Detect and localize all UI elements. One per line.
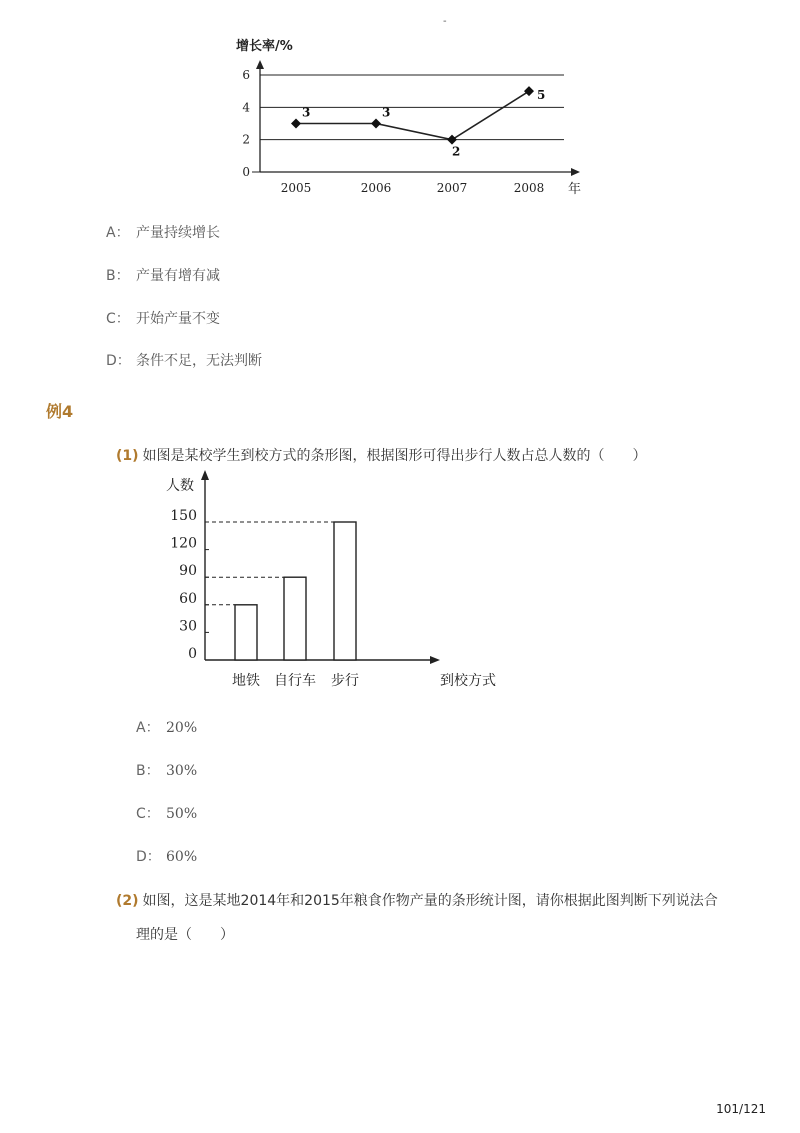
- bar: [235, 605, 257, 660]
- q1-option-d[interactable]: [136, 846, 197, 866]
- x-tick-label: 2007: [436, 181, 468, 195]
- y-tick-label: 0: [242, 165, 250, 179]
- y-tick-label: 150: [170, 508, 197, 524]
- q1-option-b[interactable]: [136, 760, 197, 780]
- y-tick-label: 120: [170, 535, 197, 552]
- y-tick-label: 6: [242, 68, 250, 82]
- series-line: [296, 91, 529, 139]
- question-1: [116, 445, 647, 465]
- option-text: 60%: [166, 849, 198, 865]
- line-chart-xlabel: 年: [568, 182, 582, 197]
- q1-option-c[interactable]: [136, 803, 197, 823]
- option-a[interactable]: [106, 222, 220, 242]
- commute-bar-chart: [150, 465, 520, 695]
- data-label: 5: [537, 88, 546, 103]
- option-text: 20%: [166, 720, 198, 736]
- option-label: A：: [106, 225, 130, 241]
- data-point: [524, 86, 534, 96]
- data-label: 2: [452, 144, 461, 159]
- bar-chart-xlabel: 到校方式: [440, 673, 496, 689]
- question-2: [116, 890, 718, 910]
- x-tick-label: 2005: [280, 181, 312, 195]
- x-axis-arrow: [571, 168, 580, 176]
- data-point: [371, 119, 381, 129]
- x-tick-label: 自行车: [274, 673, 316, 689]
- option-label: D：: [136, 849, 161, 865]
- option-b[interactable]: [106, 265, 220, 285]
- y-tick-label: 2: [242, 132, 250, 147]
- question-number: (2): [116, 893, 139, 909]
- x-axis-arrow: [430, 656, 440, 664]
- option-text: 开始产量不变: [136, 311, 220, 327]
- option-text: 50%: [166, 806, 198, 822]
- question-2-line2: 理的是（ ）: [136, 927, 234, 943]
- bar: [284, 577, 306, 660]
- data-point: [291, 119, 301, 129]
- y-tick-label: 60: [179, 590, 197, 607]
- header-mark: -: [443, 16, 447, 27]
- option-label: A：: [136, 720, 160, 736]
- q1-option-a[interactable]: [136, 717, 197, 737]
- option-label: B：: [106, 268, 130, 284]
- data-label: 3: [302, 105, 311, 120]
- option-label: C：: [136, 806, 160, 822]
- option-d[interactable]: [106, 350, 262, 370]
- option-text: 条件不足，无法判断: [136, 353, 262, 369]
- option-text: 产量持续增长: [136, 225, 220, 241]
- y-tick-label: 4: [242, 100, 250, 115]
- x-tick-label: 2008: [513, 181, 545, 195]
- option-text: 30%: [166, 763, 198, 779]
- option-c[interactable]: [106, 308, 220, 328]
- option-label: C：: [106, 311, 130, 327]
- x-tick-label: 步行: [331, 673, 359, 689]
- option-label: B：: [136, 763, 160, 779]
- data-point: [447, 135, 457, 145]
- question-text: 如图是某校学生到校方式的条形图，根据图形可得出步行人数占总人数的（ ）: [142, 448, 647, 464]
- line-chart-ylabel: 增长率/%: [236, 39, 293, 54]
- page-number: 101/121: [716, 1102, 766, 1116]
- x-tick-label: 2006: [360, 181, 392, 195]
- example-title: 例4: [46, 402, 74, 421]
- data-label: 3: [382, 105, 391, 120]
- y-tick-label: 30: [179, 618, 197, 635]
- y-tick-label: 90: [179, 563, 197, 580]
- x-tick-label: 地铁: [232, 673, 260, 689]
- growth-line-chart: [200, 30, 600, 205]
- bar: [334, 522, 356, 660]
- bar-chart-ylabel: 人数: [166, 478, 194, 494]
- option-label: D：: [106, 353, 131, 369]
- question-number: (1): [116, 448, 139, 464]
- y-axis-arrow: [201, 470, 209, 480]
- y-axis-arrow: [256, 60, 264, 69]
- option-text: 产量有增有减: [136, 268, 220, 284]
- question-text-line1: 如图，这是某地2014年和2015年粮食作物产量的条形统计图，请你根据此图判断下列说法合: [142, 893, 718, 909]
- y-tick-label: 0: [188, 646, 197, 662]
